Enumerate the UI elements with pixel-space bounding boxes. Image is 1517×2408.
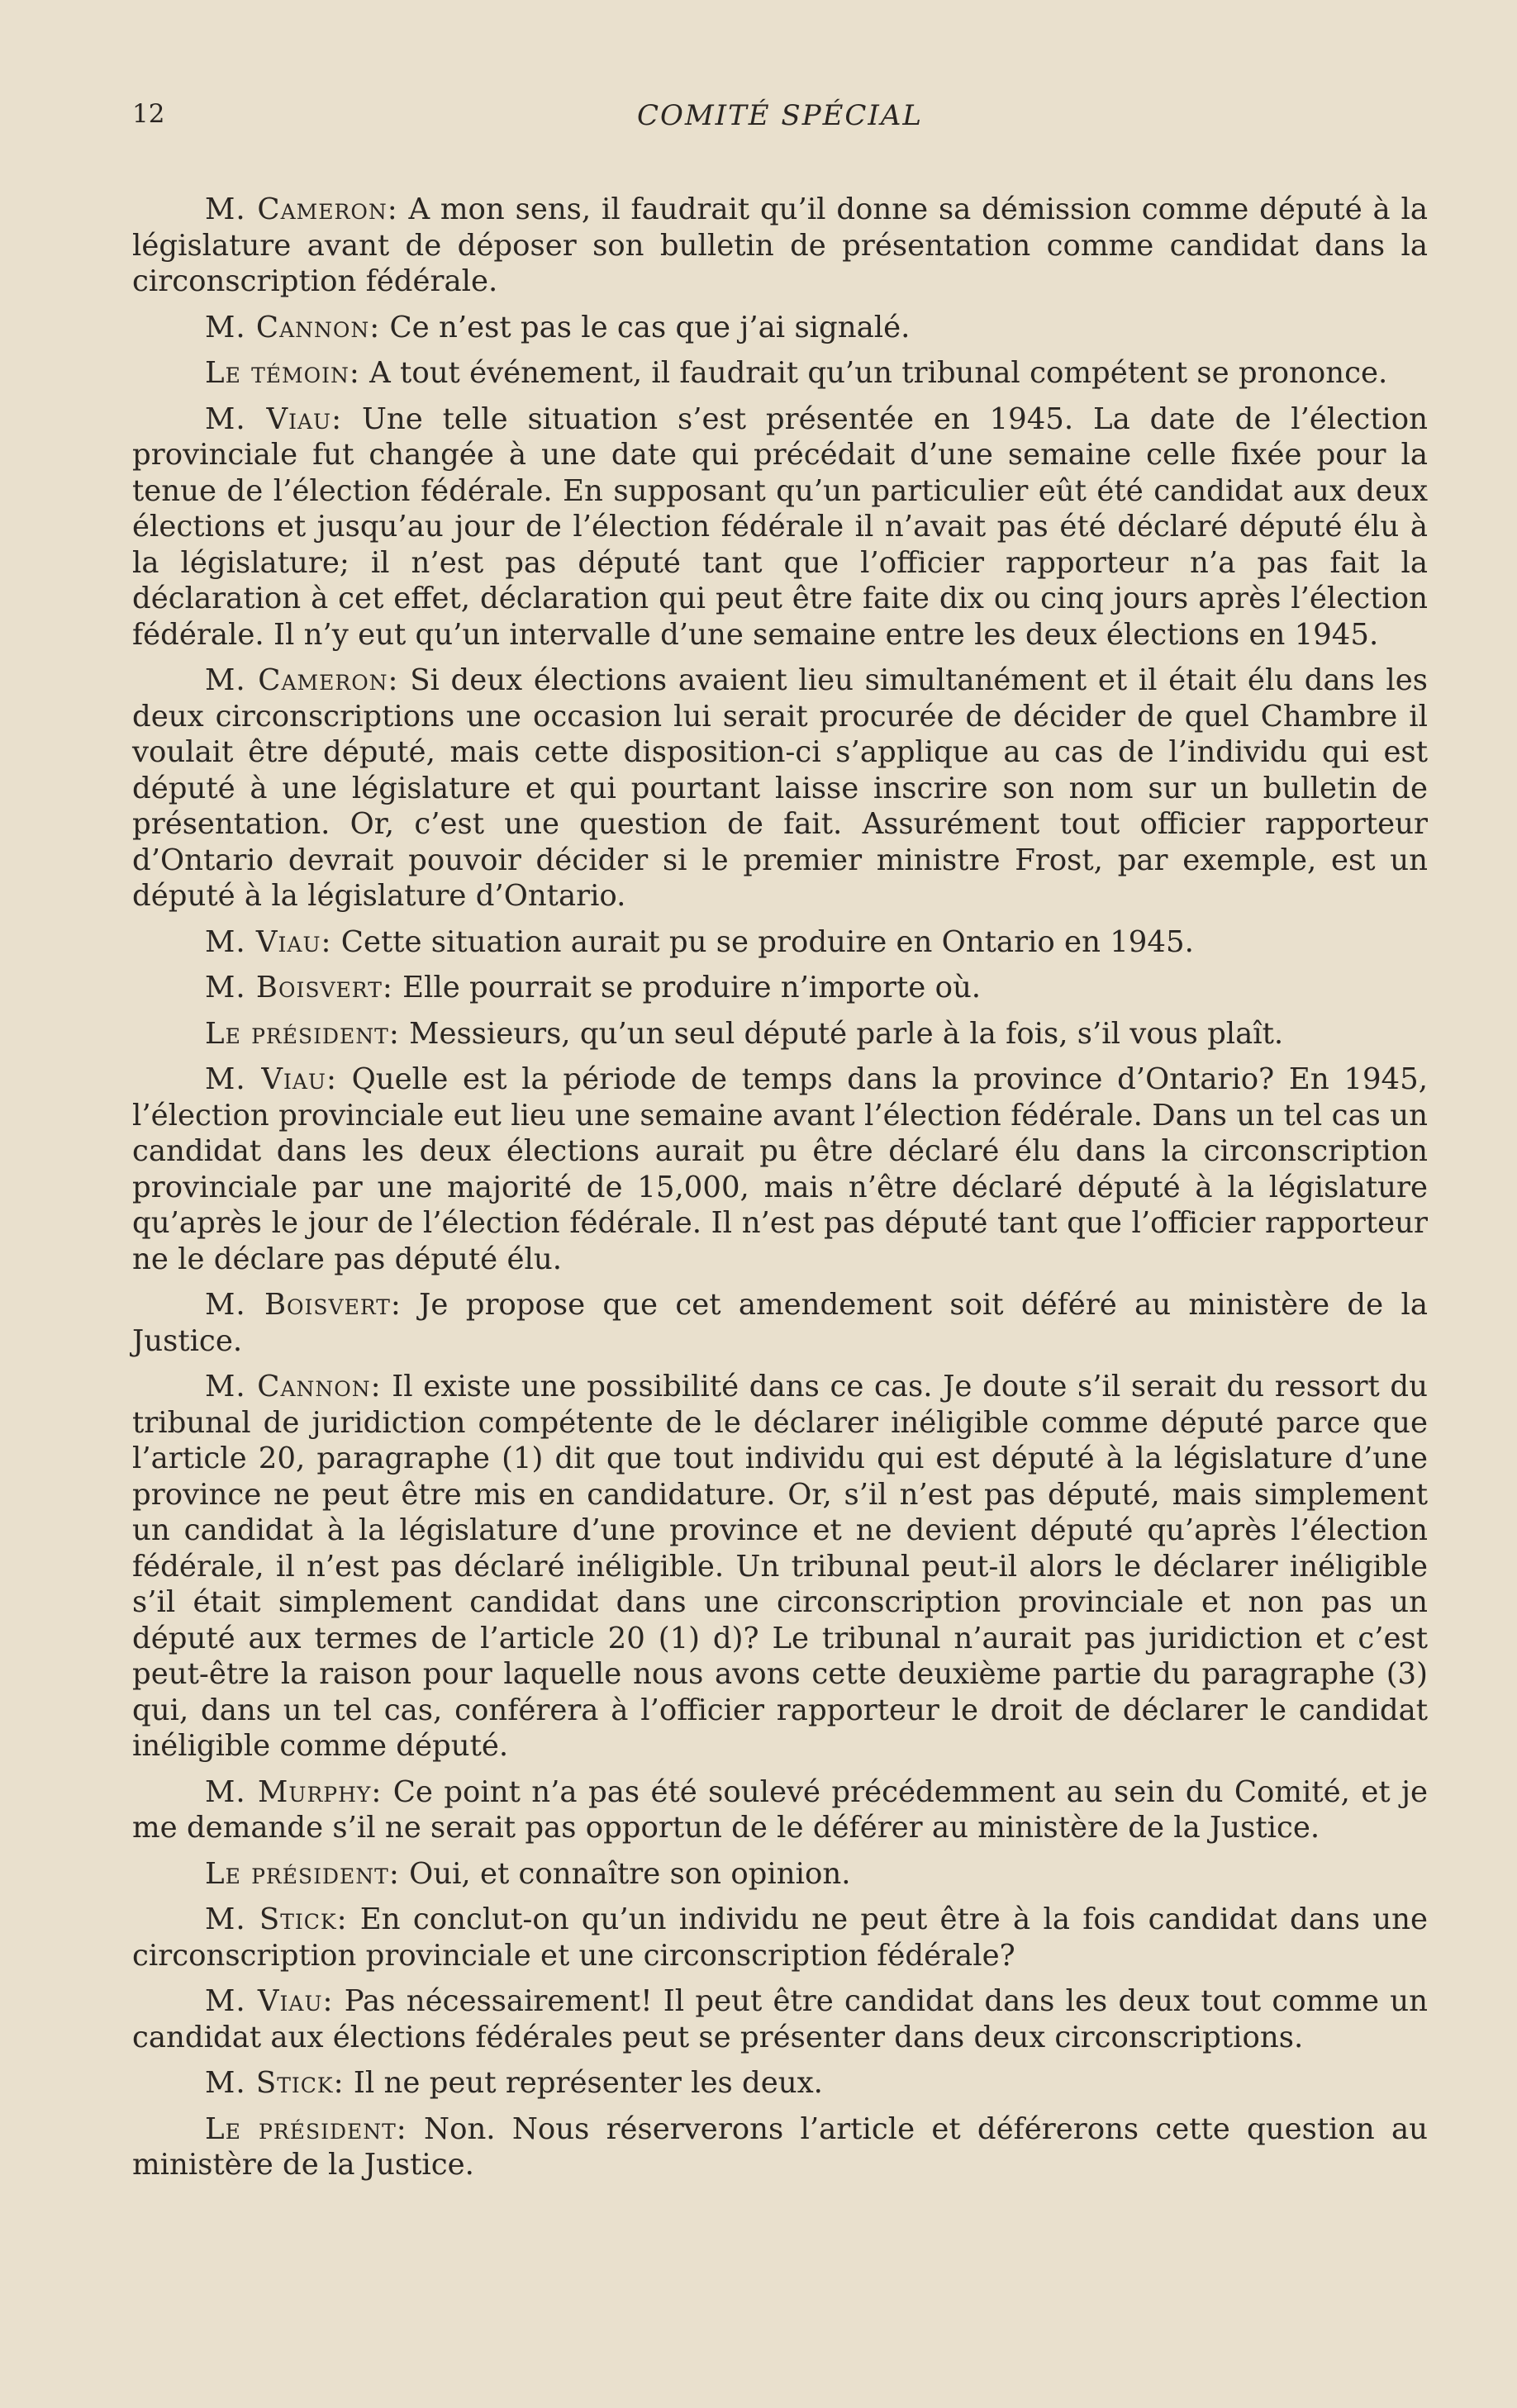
- speaker-name: M. Boisvert:: [205, 971, 393, 1005]
- paragraph: [132, 970, 1428, 1006]
- speaker-name: M. Cannon:: [205, 310, 381, 344]
- paragraph-text: Non. Nous réserverons l’article et déférerons cette question au ministère de la Justice.: [132, 2111, 1428, 2182]
- paragraph-text: Ce n’est pas le cas que j’ai signalé.: [380, 310, 911, 344]
- paragraph: [132, 2111, 1428, 2183]
- speaker-name: M. Cannon:: [205, 1370, 382, 1403]
- paragraph: [132, 401, 1428, 653]
- paragraph-text: A mon sens, il faudrait qu’il donne sa démission comme député à la législature avant de déposer son bulletin de présentation comme candidat dans la circonscription fédérale.: [132, 192, 1428, 298]
- paragraph: [132, 355, 1428, 392]
- paragraph: [132, 2065, 1428, 2102]
- speaker-name: M. Cameron:: [205, 663, 399, 697]
- speaker-name: Le témoin:: [205, 356, 360, 390]
- paragraph-text: En conclut-on qu’un individu ne peut être à la fois candidat dans une circonscription provinciale et une circonscription fédérale?: [132, 1902, 1428, 1973]
- paragraph-text: Oui, et connaître son opinion.: [399, 1856, 851, 1891]
- running-head: [132, 99, 1428, 140]
- speaker-name: M. Stick:: [205, 2066, 345, 2100]
- paragraph-text: Il existe une possibilité dans ce cas. Je doute s’il serait du ressort du tribunal de juridiction compétente de le déclarer inéligible comme député parce que l’article 20, paragraphe (1) dit que tout individu qui est député à la législature d’une province ne peut être mis en candidature. Or, s’il n’est pas député, mais simplement un candidat à la législature d’une province et ne devient député qu’après l’élection fédérale, il n’est pas déclaré inéligible. Un tribunal peut-il alors le déclarer inéligible s’il était simplement candidat dans une circonscription provinciale et non pas un député aux termes de l’article 20 (1) d)? Le tribunal n’aurait pas juridiction et c’est peut-être la raison pour laquelle nous avons cette deuxième partie du paragraphe (3) qui, dans un tel cas, conférera à l’officier rapporteur le droit de déclarer le candidat inéligible comme député.: [132, 1370, 1428, 1763]
- paragraph-text: Une telle situation s’est présentée en 1945. La date de l’élection provinciale fut changée à une date qui précédait d’une semaine celle fixée pour la tenue de l’élection fédérale. En supposant qu’un particulier eût été candidat aux deux élections et jusqu’au jour de l’élection fédérale il n’avait pas été déclaré député élu à la législature; il n’est pas député tant que l’officier rapporteur n’a pas fait la déclaration à cet effet, déclaration qui peut être faite dix ou cinq jours après l’élection fédérale. Il n’y eut qu’un intervalle d’une semaine entre les deux élections en 1945.: [132, 401, 1429, 652]
- paragraph-text: Si deux élections avaient lieu simultanément et il était élu dans les deux circonscriptions une occasion lui serait procurée de décider de quel Chambre il voulait être député, mais cette disposition-ci s’applique au cas de l’individu qui est député à une législature et qui pourtant laisse inscrire son nom sur un bulletin de présentation. Or, c’est une question de fait. Assurément tout officier rapporteur d’Ontario devrait pouvoir décider si le premier ministre Frost, par exemple, est un député à la législature d’Ontario.: [132, 663, 1428, 913]
- speaker-name: M. Viau:: [205, 924, 332, 959]
- speaker-name: M. Viau:: [205, 1984, 334, 2018]
- transcript-body: [132, 192, 1428, 2183]
- paragraph-text: Messieurs, qu’un seul député parle à la fois, s’il vous plaît.: [399, 1016, 1284, 1051]
- speaker-name: M. Murphy:: [205, 1774, 383, 1809]
- paragraph-text: Quelle est la période de temps dans la province d’Ontario? En 1945, l’élection provinciale eut lieu une semaine avant l’élection fédérale. Dans un tel cas un candidat dans les deux élections aurait pu être déclaré élu dans la circonscription provinciale par une majorité de 15,000, mais n’être déclaré député à la législature qu’après le jour de l’élection fédérale. Il n’est pas député tant que l’officier rapporteur ne le déclare pas député élu.: [132, 1062, 1428, 1276]
- paragraph: [132, 192, 1428, 300]
- speaker-name: Le président:: [205, 1016, 400, 1051]
- speaker-name: Le président:: [205, 2111, 407, 2146]
- paragraph-text: Cette situation aurait pu se produire en Ontario en 1945.: [331, 924, 1194, 959]
- paragraph-text: A tout événement, il faudrait qu’un tribunal compétent se prononce.: [359, 356, 1388, 390]
- paragraph: [132, 1774, 1428, 1846]
- speaker-name: M. Boisvert:: [205, 1288, 402, 1322]
- paragraph: [132, 1983, 1428, 2055]
- paragraph: [132, 924, 1428, 961]
- paragraph: [132, 1369, 1428, 1764]
- paragraph-text: Je propose que cet amendement soit déféré au ministère de la Justice.: [132, 1288, 1428, 1358]
- speaker-name: M. Viau:: [205, 1062, 337, 1096]
- paragraph: [132, 1016, 1428, 1052]
- page-number: 12: [132, 99, 165, 129]
- paragraph-text: Elle pourrait se produire n’importe où.: [392, 971, 982, 1005]
- running-title: COMITÉ SPÉCIAL: [636, 99, 923, 132]
- speaker-name: M. Stick:: [205, 1902, 348, 1936]
- paragraph-text: Il ne peut représenter les deux.: [344, 2066, 823, 2100]
- paragraph-text: Ce point n’a pas été soulevé précédemment au sein du Comité, et je me demande s’il ne serait pas opportun de le déférer au ministère de la Justice.: [132, 1774, 1428, 1845]
- paragraph: [132, 310, 1428, 346]
- speaker-name: M. Viau:: [205, 401, 343, 436]
- speaker-name: M. Cameron:: [205, 192, 398, 226]
- speaker-name: Le président:: [205, 1856, 400, 1891]
- paragraph-text: Pas nécessairement! Il peut être candidat dans les deux tout comme un candidat aux élections fédérales peut se présenter dans deux circonscriptions.: [132, 1984, 1428, 2054]
- paragraph: [132, 1062, 1428, 1277]
- paragraph: [132, 1902, 1428, 1973]
- paragraph: [132, 1856, 1428, 1893]
- paragraph: [132, 663, 1428, 914]
- paragraph: [132, 1287, 1428, 1359]
